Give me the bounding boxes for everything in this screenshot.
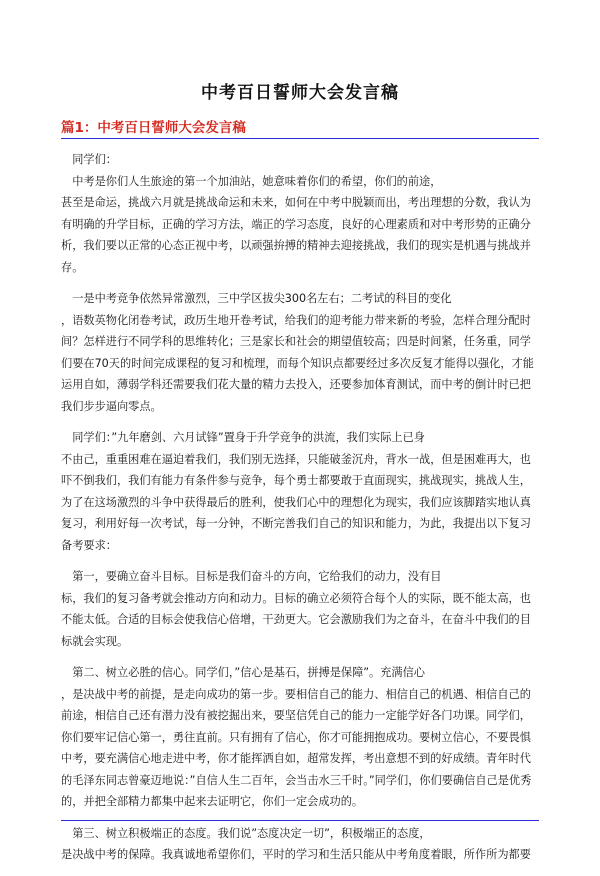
paragraph (61, 662, 539, 813)
paragraph-body: 是决战中考的保障。我真诚地希望你们，平时的学习和生活只能从中考角度着眼，所作所为都要 (61, 848, 531, 861)
paragraph-body: 不由己，重重困难在逼迫着我们，我们别无选择，只能破釜沉舟，背水一战，但是困难再大，也吓不倒我们，我们有能力有条件参与竞争，每个勇士都要敢于直面现实，挑战现实，挑战人生，为了在这场激烈的斗争中获得最后的胜利，使我们心中的理想化为现实，我们应该脚踏实地认真复习，利用好每一次考试，每一分钟，不断完善我们自己的知识和能力，为此，我提出以下复习备考要求： (61, 452, 531, 552)
paragraph (61, 288, 539, 417)
paragraph-lead: 中考是你们人生旅途的第一个加油站，她意味着你们的希望，你们的前途， (72, 174, 442, 188)
document-title: 中考百日誓师大会发言稿 (201, 83, 399, 103)
heading-divider (61, 138, 539, 139)
section-heading: 篇1：中考百日誓师大会发言稿 (61, 120, 246, 136)
paragraph-lead: 第一，要确立奋斗目标。目标是我们奋斗的方向，它给我们的动力，没有目 (72, 570, 442, 583)
paragraph (61, 823, 539, 866)
paragraph-lead: 一是中考竞争依然异常激烈，三中学区拔尖300名左右；二考试的科目的变化 (72, 292, 452, 305)
paragraph (61, 566, 539, 652)
paragraph-lead: 第三、树立积极端正的态度。我们说”态度决定一切”，积极端正的态度， (72, 826, 431, 840)
paragraph-body: ，是决战中考的前提，是走向成功的第一步。要相信自己的能力、相信自己的机遇、相信自己的前途，相信自己还有潜力没有被挖掘出来，要坚信凭自己的能力一定能学好各门功课。同学们，你们要牢记信心第一，勇往直前。只有拥有了信心，你才可能拥抱成功。要树立信心，不要畏惧中考，要充满信心地走进中考，你才能挥洒自如，超常发挥，考出意想不到的好成绩。青年时代的毛泽东同志曾豪迈地说：”自信人生二百年，会当击水三千时。”同学们，你们要确信自己是优秀的，并把全部精力都集中起来去证明它，你们一定会成功的。 (61, 687, 532, 808)
paragraph (61, 427, 539, 556)
paragraph-body: 标，我们的复习备考就会推动方向和动力。目标的确立必须符合每个人的实际，既不能太高，也不能太低。合适的目标会使我信心倍增，干劲更大。它会激励我们为之奋斗，在奋斗中我们的目标就会实现。 (61, 591, 531, 648)
paragraph-lead: 第二、树立必胜的信心。同学们，”信心是基石，拼搏是保障”。充满信心 (72, 666, 425, 679)
paragraph-lead: 同学们：”九年磨剑、六月试锋”置身于升学竞争的洪流，我们实际上已身 (72, 431, 425, 444)
paragraph (61, 171, 539, 279)
paragraph-body: 甚至是命运，挑战六月就是挑战命运和未来，如何在中考中脱颖而出，考出理想的分数，我认为有明确的升学目标，正确的学习方法，端正的学习态度，良好的心理素质和对中考形势的正确分析，我们要以正常的心态正视中考，以顽强拚搏的精神去迎接挑战，我们的现实是机遇与挑战并存。 (61, 196, 531, 274)
document-page (61, 0, 539, 861)
salutation: 同学们： (72, 153, 117, 166)
speech-body (61, 149, 539, 876)
footer-divider (61, 820, 539, 821)
paragraph-body: ，语数英物化闭卷考试，政历生地开卷考试，给我们的迎考能力带来新的考验，怎样合理分配时间？怎样进行不同学科的思维转化；三是家长和社会的期望值较高；四是时间紧，任务重，同学们要在70天的时间完成课程的复习和梳理，而每个知识点都要经过多次反复才能得以强化，才能运用自如，薄弱学科还需要我们花大量的精力去投入，还要参加体育测试，而中考的倒计时已把我们步步逼向零点。 (61, 313, 534, 413)
